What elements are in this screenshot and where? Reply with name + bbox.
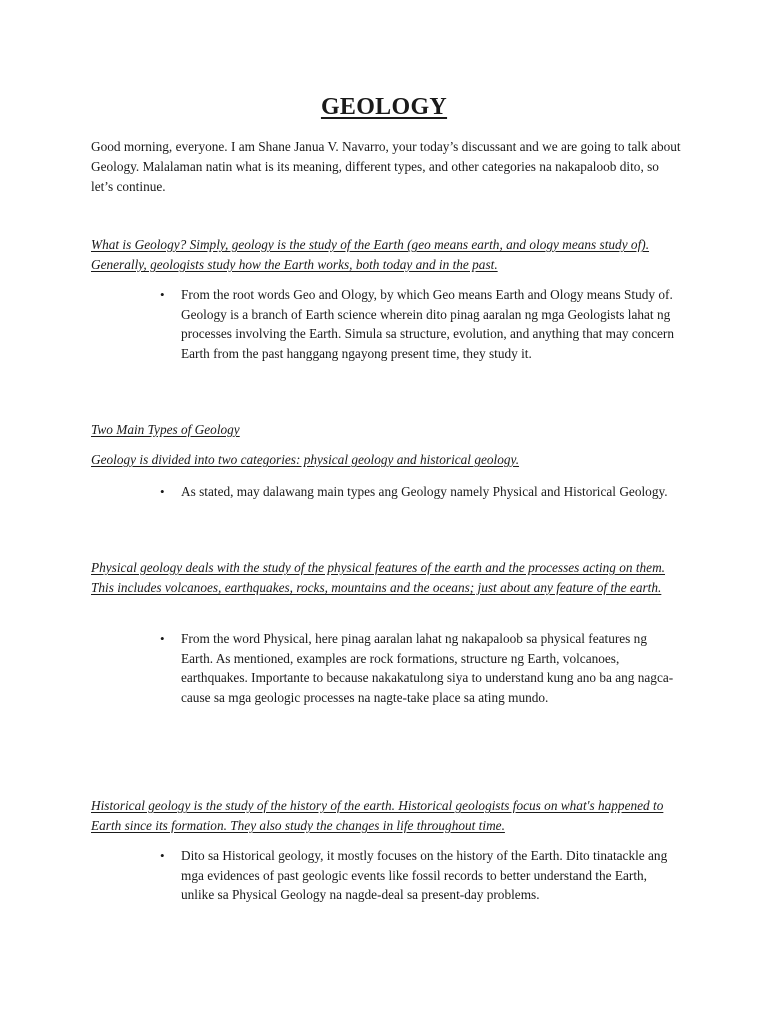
bullet-text: As stated, may dalawang main types ang Geology namely Physical and Historical Geology. xyxy=(181,484,668,499)
bullet-text: Dito sa Historical geology, it mostly focuses on the history of the Earth. Dito tinatackle ang mga evidences of past geologic events like fossil records to better understand the Earth, unlike sa Physical Geology na nagde-deal sa present-day problems. xyxy=(181,848,668,903)
bullet-item xyxy=(160,629,680,707)
page-title: GEOLOGY xyxy=(320,94,448,120)
intro-paragraph: Good morning, everyone. I am Shane Janua V. Navarro, your today’s discussant and we are going to talk about Geology. Malalaman natin what is its meaning, different types, and other categories na nakapaloob dito, so let’s continue. xyxy=(91,139,681,194)
bullet-item xyxy=(160,846,680,905)
bullet-text: From the word Physical, here pinag aaralan lahat ng nakapaloob sa physical features ng Earth. As mentioned, examples are rock formations, structure ng Earth, volcanoes, earthquakes. Importante to because nakakatulong siya to understand kung ano ba ang nagca-cause sa mga geologic processes na nagte-take place sa ating mundo. xyxy=(181,631,674,705)
section-subheading-categories: Geology is divided into two categories: physical geology and historical geology. xyxy=(91,452,520,467)
bullet-icon: • xyxy=(160,287,165,302)
bullet-item xyxy=(160,285,680,363)
bullet-text: From the root words Geo and Ology, by which Geo means Earth and Ology means Study of. Geology is a branch of Earth science wherein dito pinag aaralan ng mga Geologists lahat ng processes involving the Earth. Simula sa structure, evolution, and anything that may concern Earth from the past hanggang ngayong present time, they study it. xyxy=(181,287,674,361)
section-heading-historical-geology: Historical geology is the study of the history of the earth. Historical geologists focus on what's happened to Earth since its formation. They also study the changes in life throughout time. xyxy=(91,798,664,833)
section-heading-two-main-types: Two Main Types of Geology xyxy=(91,422,240,437)
bullet-icon: • xyxy=(160,631,165,646)
bullet-icon: • xyxy=(160,484,165,499)
bullet-item xyxy=(160,482,680,502)
bullet-icon: • xyxy=(160,848,165,863)
section-heading-physical-geology: Physical geology deals with the study of the physical features of the earth and the processes acting on them. This includes volcanoes, earthquakes, rocks, mountains and the oceans; just about any feature of the earth. xyxy=(91,560,665,595)
section-heading-what-is-geology: What is Geology? Simply, geology is the study of the Earth (geo means earth, and ology means study of). Generally, geologists study how the Earth works, both today and in the past. xyxy=(91,237,650,272)
